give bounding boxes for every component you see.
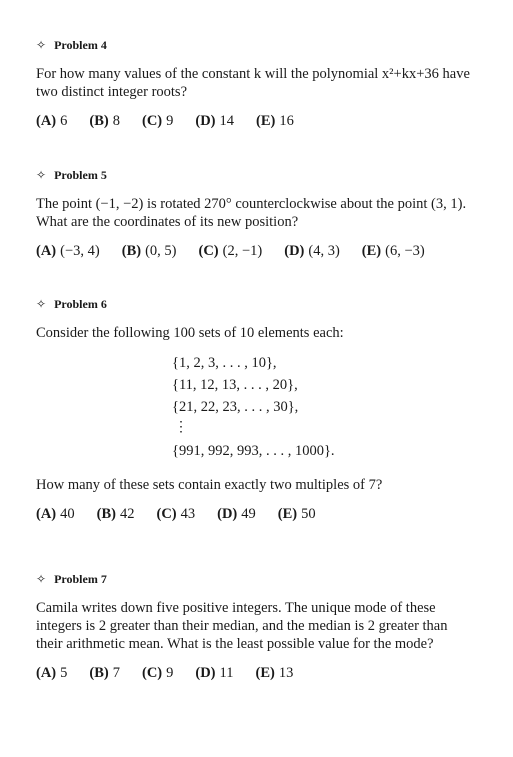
choice-c: (C) 9 — [141, 665, 174, 681]
choice-a: (A) 6 — [36, 113, 68, 129]
answer-choices — [36, 113, 476, 130]
choice-e: (E) (6, −3) — [361, 243, 425, 259]
problem-6 — [36, 297, 476, 523]
choice-a: (A) (−3, 4) — [36, 243, 100, 259]
answer-choices — [36, 243, 476, 260]
problem-heading: ✧ Problem 7 — [36, 572, 107, 586]
choice-c: (C) 9 — [141, 113, 174, 129]
problem-text: The point (−1, −2) is rotated 270° counterclockwise about the point (3, 1). What are the coordinates of its new position? — [36, 196, 467, 230]
set-line: {1, 2, 3, . . . , 10}, — [172, 355, 277, 371]
choice-a: (A) 5 — [36, 665, 68, 681]
star-icon: ✧ — [36, 572, 47, 586]
choice-e: (E) 50 — [277, 506, 316, 522]
choice-b: (B) (0, 5) — [121, 243, 177, 259]
problem-4 — [36, 38, 476, 130]
answer-choices — [36, 506, 476, 523]
choice-c: (C) (2, −1) — [198, 243, 263, 259]
choice-b: (B) 42 — [96, 506, 135, 522]
choice-a: (A) 40 — [36, 506, 75, 522]
set-line: {21, 22, 23, . . . , 30}, — [172, 399, 299, 415]
problem-7 — [36, 572, 476, 682]
choice-c: (C) 43 — [156, 506, 196, 522]
choice-d: (D) 11 — [195, 665, 234, 681]
problem-text: Camila writes down five positive integers. The unique mode of these integers is 2 greater than their median, and the median is 2 greater than their arithmetic mean. What is the least possible value for the mode? — [36, 600, 448, 652]
choice-d: (D) 14 — [195, 113, 235, 129]
vertical-ellipsis: ⋮ — [174, 420, 188, 435]
problem-heading: ✧ Problem 5 — [36, 168, 107, 182]
choice-d: (D) 49 — [217, 506, 256, 522]
problem-heading: ✧ Problem 4 — [36, 38, 107, 52]
choice-e: (E) 13 — [255, 665, 294, 681]
problem-text: For how many values of the constant k will the polynomial x²+kx+36 have two distinct integer roots? — [36, 66, 470, 100]
set-line: {991, 992, 993, . . . , 1000}. — [172, 443, 335, 459]
set-line: {11, 12, 13, . . . , 20}, — [172, 377, 298, 393]
problem-heading: ✧ Problem 6 — [36, 297, 107, 311]
problem-5 — [36, 168, 476, 260]
star-icon: ✧ — [36, 38, 47, 52]
choice-b: (B) 7 — [89, 665, 120, 681]
set-list — [172, 352, 476, 462]
star-icon: ✧ — [36, 297, 47, 311]
problem-text: Consider the following 100 sets of 10 elements each: — [36, 325, 344, 341]
problem-question: How many of these sets contain exactly two multiples of 7? — [36, 477, 383, 493]
choice-d: (D) (4, 3) — [284, 243, 340, 259]
answer-choices — [36, 665, 476, 682]
choice-b: (B) 8 — [89, 113, 120, 129]
choice-e: (E) 16 — [256, 113, 294, 129]
star-icon: ✧ — [36, 168, 47, 182]
